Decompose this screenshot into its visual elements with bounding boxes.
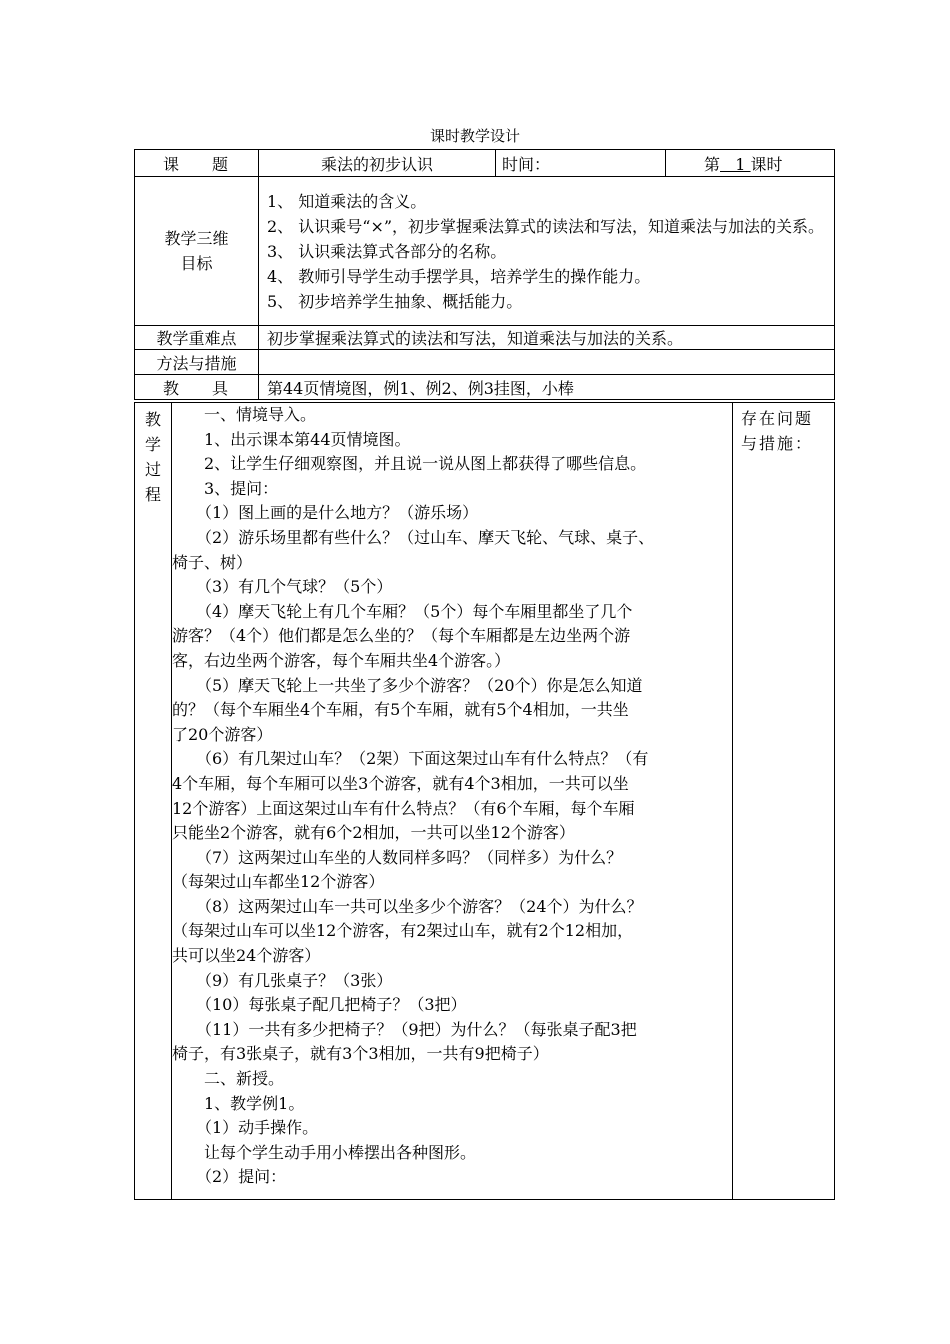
goals-label-line1: 教学三维 (164, 229, 229, 248)
period-suffix: 课时 (750, 154, 783, 174)
tools-label-b: 具 (211, 378, 228, 398)
process-line: 12个游客）上面这架过山车有什么特点？（有6个车厢，每个车厢 (172, 798, 635, 818)
process-line: （每架过山车都坐12个游客） (172, 872, 385, 892)
period-prefix: 第 (704, 154, 721, 174)
process-line: 4个车厢，每个车厢可以坐3个游客，就有4个3相加，一共可以坐 (172, 773, 629, 793)
process-line: （3）有几个气球？（5个） (172, 577, 393, 597)
process-content (172, 403, 733, 1200)
process-line: 1、教学例1。 (172, 1093, 305, 1113)
process-line: 2、让学生仔细观察图，并且说一说从图上都获得了哪些信息。 (172, 454, 647, 474)
methods-label: 方法与措施 (135, 350, 259, 375)
tools-text: 第44页情境图，例1、例2、例3挂图，小棒 (267, 378, 574, 398)
goal-item: 2、 认识乘号“×”，初步掌握乘法算式的读法和写法，知道乘法与加法的关系。 (267, 216, 825, 236)
lesson-header-table (134, 149, 835, 400)
time-cell (496, 150, 666, 177)
key-points-value (259, 326, 835, 350)
tools-value (259, 375, 835, 400)
process-line: 椅子，有3张桌子，就有3个3相加，一共有9把椅子） (172, 1044, 549, 1064)
tools-label (135, 376, 258, 399)
document-title: 课时教学设计 (429, 127, 520, 145)
process-line: （8）这两架过山车一共可以坐多少个游客？（24个）为什么？ (172, 896, 643, 916)
process-line: （5）摩天飞轮上一共坐了多少个游客？（20个）你是怎么知道 (172, 675, 643, 695)
process-line: （10）每张桌子配几把椅子？（3把） (172, 995, 467, 1015)
period-number: 1 (720, 154, 751, 174)
process-line: （9）有几张桌子？（3张） (172, 970, 393, 990)
process-line: 了20个游客） (172, 724, 273, 744)
process-line: （1）动手操作。 (172, 1118, 319, 1138)
process-line: （7）这两架过山车坐的人数同样多吗？（同样多）为什么？ (172, 847, 623, 867)
topic-label-cell (135, 150, 259, 177)
process-line: 一、情境导入。 (172, 405, 317, 424)
goal-item: 5、 初步培养学生抽象、概括能力。 (267, 291, 523, 311)
process-line: 的？（每个车厢坐4个车厢，有5个车厢，就有5个4相加，一共坐 (172, 700, 629, 720)
process-line: （每架过山车可以坐12个游客，有2架过山车，就有2个12相加， (172, 921, 634, 941)
topic-value: 乘法的初步认识 (259, 150, 496, 177)
goals-label-cell (135, 177, 259, 326)
process-line: 只能坐2个游客，就有6个2相加，一共可以坐12个游客） (172, 823, 575, 843)
process-line: 椅子、树） (172, 552, 253, 572)
process-line: 客，右边坐两个游客，每个车厢共坐4个游客。） (172, 650, 511, 670)
process-line: （2）提问： (172, 1167, 287, 1187)
topic-label: 课 题 (163, 154, 228, 174)
process-line: 让每个学生动手用小棒摆出各种图形。 (172, 1142, 477, 1162)
period-cell (666, 150, 835, 177)
process-line: （4）摩天飞轮上有几个车厢？（5个）每个车厢里都坐了几个 (172, 601, 633, 621)
notes-cell (733, 403, 835, 1200)
goals-label (135, 226, 258, 276)
process-label: 教学过程 (144, 410, 161, 504)
process-line: （11）一共有多少把椅子？（9把）为什么？（每张桌子配3把 (172, 1019, 637, 1039)
goal-item: 3、 认识乘法算式各部分的名称。 (267, 241, 507, 261)
process-label-cell (135, 403, 172, 1200)
tools-label-a: 教 (163, 378, 180, 398)
process-line: （2）游乐场里都有些什么？（过山车、摩天飞轮、气球、桌子、 (172, 527, 655, 547)
key-points-text: 初步掌握乘法算式的读法和写法，知道乘法与加法的关系。 (267, 329, 684, 348)
process-line: 共可以坐24个游客） (172, 946, 321, 966)
process-line: （1）图上画的是什么地方？（游乐场） (172, 503, 479, 523)
goal-item: 1、 知道乘法的含义。 (267, 191, 427, 211)
goals-list (259, 189, 834, 314)
process-line: 游客？（4个）他们都是怎么坐的？（每个车厢都是左边坐两个游 (172, 626, 631, 646)
goal-item: 4、 教师引导学生动手摆学具，培养学生的操作能力。 (267, 266, 651, 286)
process-line: （6）有几架过山车？（2架）下面这架过山车有什么特点？（有 (172, 749, 649, 769)
methods-value (259, 350, 835, 375)
notes-label: 存在问题与措施： (741, 409, 814, 453)
process-line: 二、新授。 (172, 1069, 285, 1089)
tools-label-cell (135, 375, 259, 400)
process-line: 3、提问： (172, 478, 279, 498)
process-table (134, 402, 835, 1200)
goals-cell (259, 177, 835, 326)
goals-label-line2: 目标 (180, 254, 213, 273)
time-label: 时间： (502, 154, 551, 174)
process-line: 1、出示课本第44页情境图。 (172, 429, 411, 449)
key-points-label: 教学重难点 (135, 326, 259, 350)
